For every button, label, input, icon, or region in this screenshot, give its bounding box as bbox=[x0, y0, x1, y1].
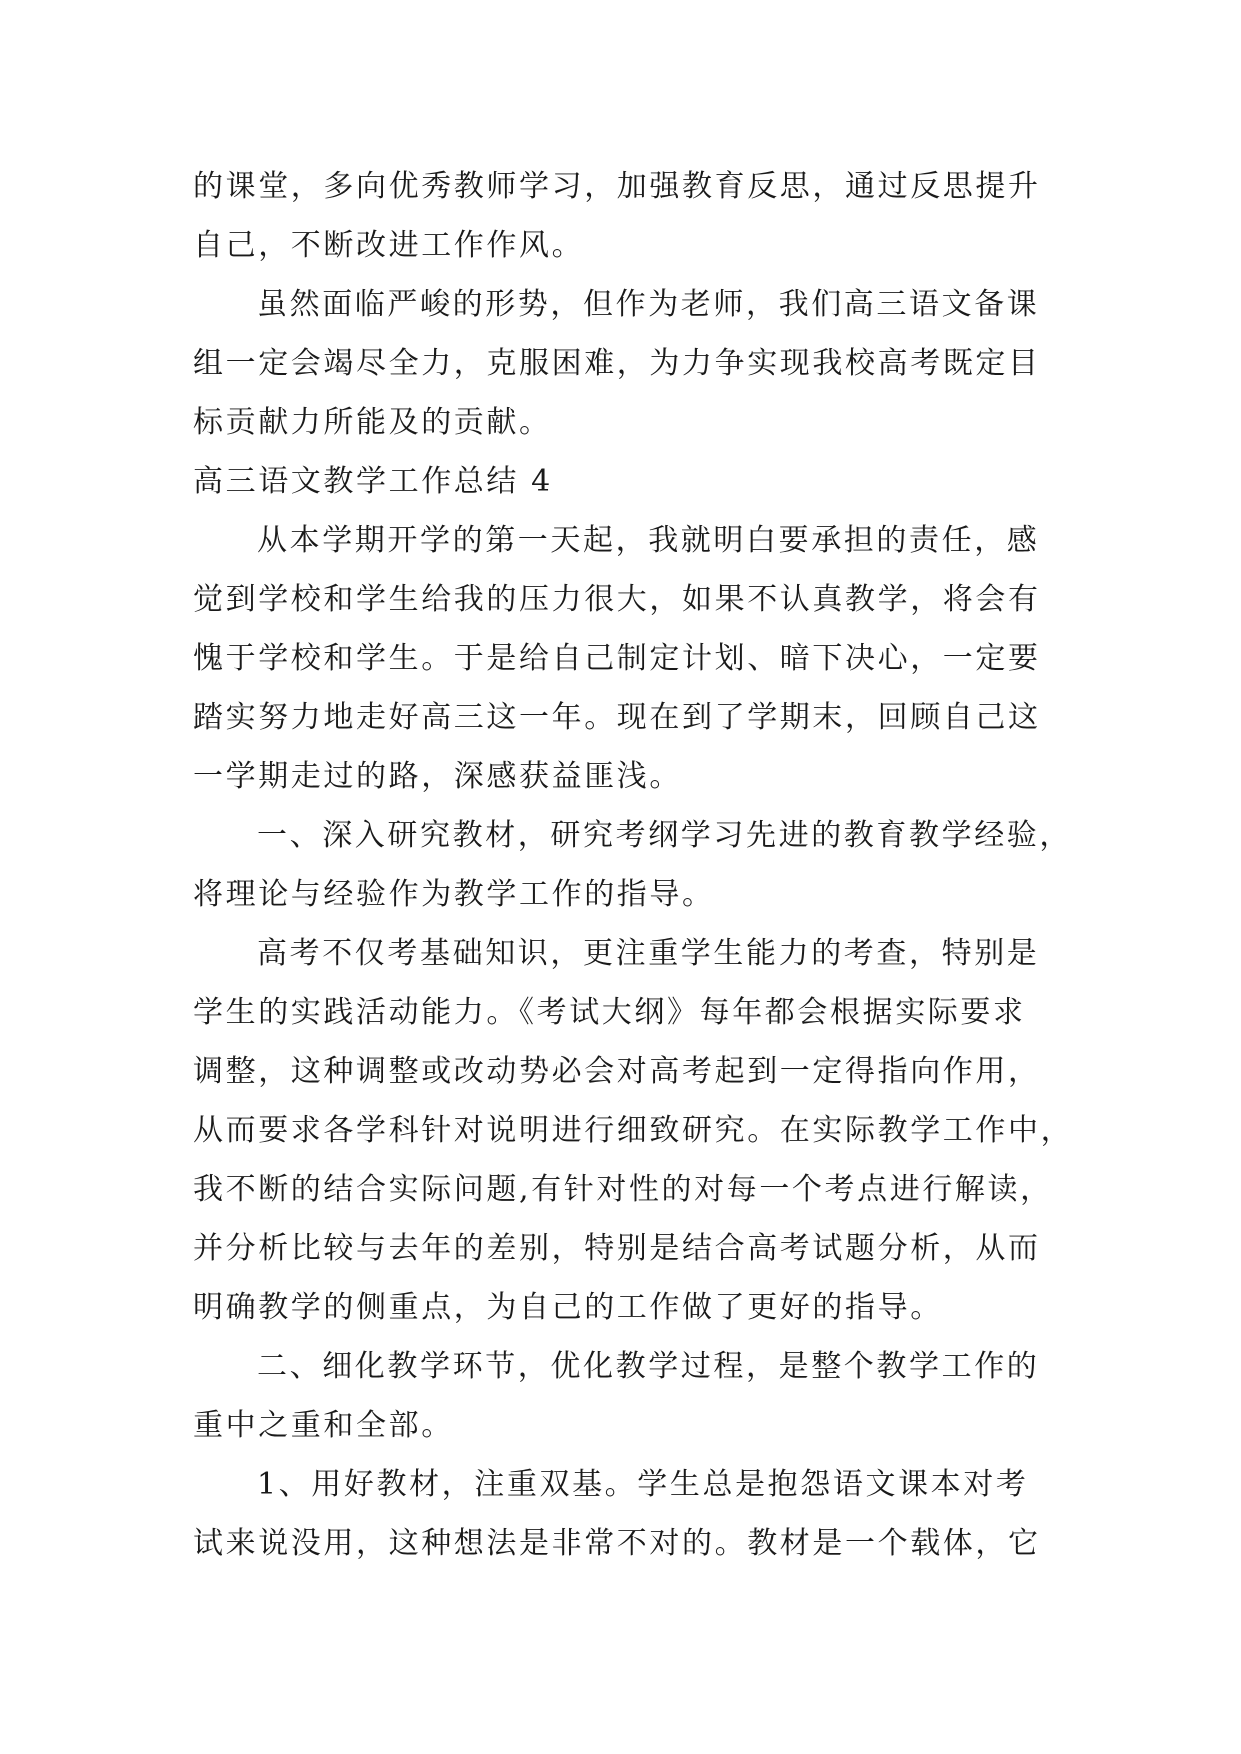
text-line: 我不断的结合实际问题,有针对性的对每一个考点进行解读， bbox=[193, 1172, 1053, 1207]
text-line: 试来说没用，这种想法是非常不对的。教材是一个载体，它 bbox=[193, 1526, 1041, 1561]
text-line: 高考不仅考基础知识，更注重学生能力的考查，特别是 bbox=[257, 936, 1040, 971]
text-line: 虽然面临严峻的形势，但作为老师，我们高三语文备课 bbox=[257, 287, 1040, 322]
heading-text: 高三语文教学工作总结 4 bbox=[193, 464, 553, 499]
paragraph-continuation bbox=[193, 157, 1053, 275]
text-line: 重中之重和全部。 bbox=[193, 1408, 454, 1443]
section-heading bbox=[193, 452, 1053, 511]
paragraph bbox=[193, 1455, 1053, 1573]
text-line: 从本学期开学的第一天起，我就明白要承担的责任，感 bbox=[257, 523, 1040, 558]
text-line: 愧于学校和学生。于是给自己制定计划、暗下决心，一定要 bbox=[193, 641, 1041, 676]
text-line: 一学期走过的路，深感获益匪浅。 bbox=[193, 759, 682, 794]
text-line: 将理论与经验作为教学工作的指导。 bbox=[193, 877, 715, 912]
text-line: 并分析比较与去年的差别，特别是结合高考试题分析，从而 bbox=[193, 1231, 1041, 1266]
paragraph bbox=[193, 511, 1053, 806]
text-line: 1、用好教材，注重双基。学生总是抱怨语文课本对考 bbox=[257, 1467, 1029, 1502]
text-line: 踏实努力地走好高三这一年。现在到了学期末，回顾自己这 bbox=[193, 700, 1041, 735]
text-line: 自己，不断改进工作作风。 bbox=[193, 228, 585, 263]
text-line: 一、深入研究教材，研究考纲学习先进的教育教学经验， bbox=[257, 818, 1072, 853]
text-line: 学生的实践活动能力。《考试大纲》每年都会根据实际要求 bbox=[193, 995, 1026, 1030]
text-line: 二、细化教学环节，优化教学过程，是整个教学工作的 bbox=[257, 1349, 1040, 1384]
text-line: 组一定会竭尽全力，克服困难，为力争实现我校高考既定目 bbox=[193, 346, 1041, 381]
text-line: 的课堂，多向优秀教师学习，加强教育反思，通过反思提升 bbox=[193, 169, 1041, 204]
paragraph bbox=[193, 806, 1072, 924]
paragraph bbox=[193, 1337, 1053, 1455]
text-line: 标贡献力所能及的贡献。 bbox=[193, 405, 552, 440]
document-body bbox=[193, 157, 1074, 1573]
text-line: 明确教学的侧重点，为自己的工作做了更好的指导。 bbox=[193, 1290, 943, 1325]
text-line: 觉到学校和学生给我的压力很大，如果不认真教学，将会有 bbox=[193, 582, 1041, 617]
text-line: 调整，这种调整或改动势必会对高考起到一定得指向作用， bbox=[193, 1054, 1041, 1089]
text-line: 从而要求各学科针对说明进行细致研究。在实际教学工作中， bbox=[193, 1113, 1074, 1148]
paragraph bbox=[193, 275, 1053, 452]
paragraph bbox=[193, 924, 1074, 1337]
